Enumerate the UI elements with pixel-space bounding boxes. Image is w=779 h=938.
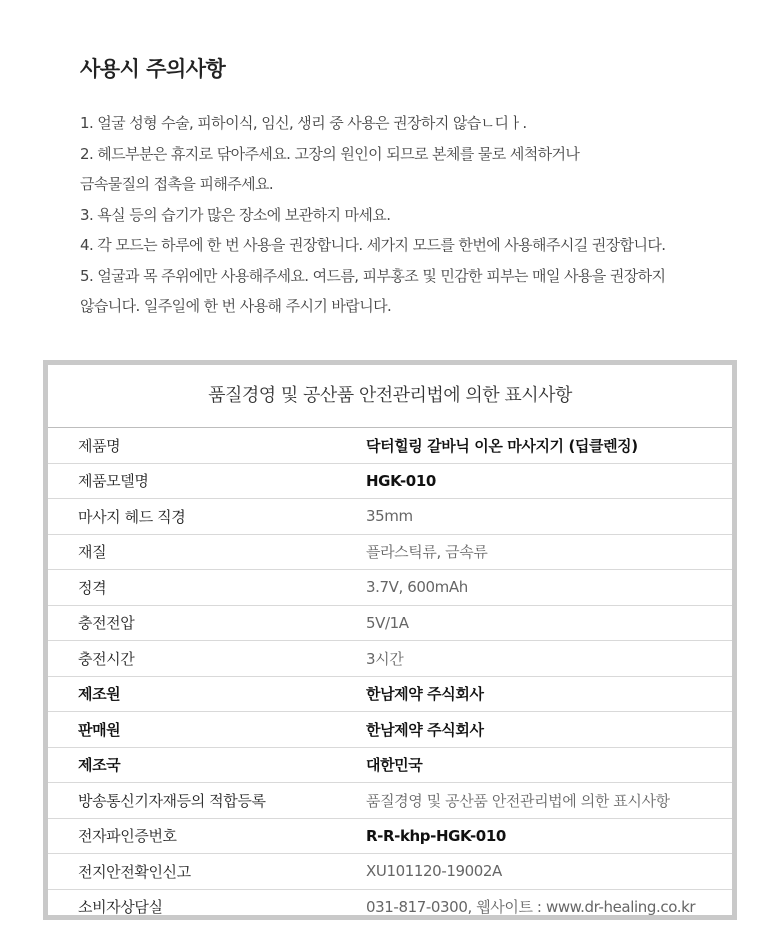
spec-row-emc-cert [48, 818, 732, 854]
caution-item-5: 5. 얼굴과 목 주위에만 사용해주세요. 여드름, 피부홍조 및 민감한 피부는 매일 사용을 권장하지 [80, 266, 666, 285]
spec-value: 031-817-0300, 웹사이트 : www.dr-healing.co.kr [366, 898, 696, 917]
spec-label: 전자파인증번호 [48, 818, 354, 854]
cautions-section [80, 52, 760, 322]
cautions-list [80, 108, 760, 322]
spec-row-charging-time [48, 641, 732, 677]
spec-row-manufacturer [48, 676, 732, 712]
spec-value: 35mm [354, 499, 732, 535]
spec-label: 전지안전확인신고 [48, 854, 354, 890]
spec-label: 제조원 [48, 676, 354, 712]
spec-row-rating [48, 570, 732, 606]
spec-label: 소비자상담실 [78, 898, 163, 917]
spec-label: 충전시간 [48, 641, 354, 677]
spec-label: 제품모델명 [48, 463, 354, 499]
spec-row-model [48, 463, 732, 499]
spec-label: 제조국 [48, 747, 354, 783]
spec-value: 3시간 [354, 641, 732, 677]
spec-row-country [48, 747, 732, 783]
spec-row-battery-safety [48, 854, 732, 890]
spec-heading: 품질경영 및 공산품 안전관리법에 의한 표시사항 [48, 365, 732, 428]
spec-row-material [48, 534, 732, 570]
spec-value: 한남제약 주식회사 [354, 676, 732, 712]
caution-item-2-continued: 금속물질의 접촉을 피해주세요. [80, 175, 274, 193]
cautions-title: 사용시 주의사항 [80, 57, 226, 81]
spec-value: R-R-khp-HGK-010 [354, 818, 732, 854]
spec-value: 대한민국 [354, 747, 732, 783]
spec-value: 3.7V, 600mAh [354, 570, 732, 606]
spec-label: 정격 [48, 570, 354, 606]
spec-row-seller [48, 712, 732, 748]
spec-label: 판매원 [48, 712, 354, 748]
spec-table [48, 428, 732, 924]
spec-row-customer-center [48, 889, 732, 924]
spec-label: 충전전압 [48, 605, 354, 641]
caution-item-4: 4. 각 모드는 하루에 한 번 사용을 권장합니다. 세가지 모드를 한번에 사용해주시길 권장합니다. [80, 236, 666, 254]
spec-row-head-diameter [48, 499, 732, 535]
caution-item-5-continued: 않습니다. 일주일에 한 번 사용해 주시기 바랍니다. [80, 297, 392, 315]
caution-item-2: 2. 헤드부분은 휴지로 닦아주세요. 고장의 원인이 되므로 본체를 물로 세척하거나 [80, 144, 580, 163]
spec-value: 플라스틱류, 금속류 [354, 534, 732, 570]
spec-value: XU101120-19002A [354, 854, 732, 890]
spec-label: 제품명 [48, 428, 354, 463]
caution-item-1: 1. 얼굴 성형 수술, 피하이식, 임신, 생리 중 사용은 권장하지 않습ㄴ디ㅏ. [80, 114, 527, 132]
spec-label: 재질 [48, 534, 354, 570]
spec-value: 품질경영 및 공산품 안전관리법에 의한 표시사항 [354, 783, 732, 819]
spec-label: 마사지 헤드 직경 [48, 499, 354, 535]
product-spec-box [43, 360, 737, 920]
spec-value: 5V/1A [354, 605, 732, 641]
spec-label: 방송통신기자재등의 적합등록 [48, 783, 354, 819]
spec-row-registration [48, 783, 732, 819]
spec-value: HGK-010 [354, 463, 732, 499]
spec-row-product-name [48, 428, 732, 463]
spec-value: 닥터힐링 갈바닉 이온 마사지기 (딥클렌징) [354, 428, 732, 463]
spec-value: 한남제약 주식회사 [354, 712, 732, 748]
spec-row-charging-voltage [48, 605, 732, 641]
caution-item-3: 3. 욕실 등의 습기가 많은 장소에 보관하지 마세요. [80, 205, 391, 224]
